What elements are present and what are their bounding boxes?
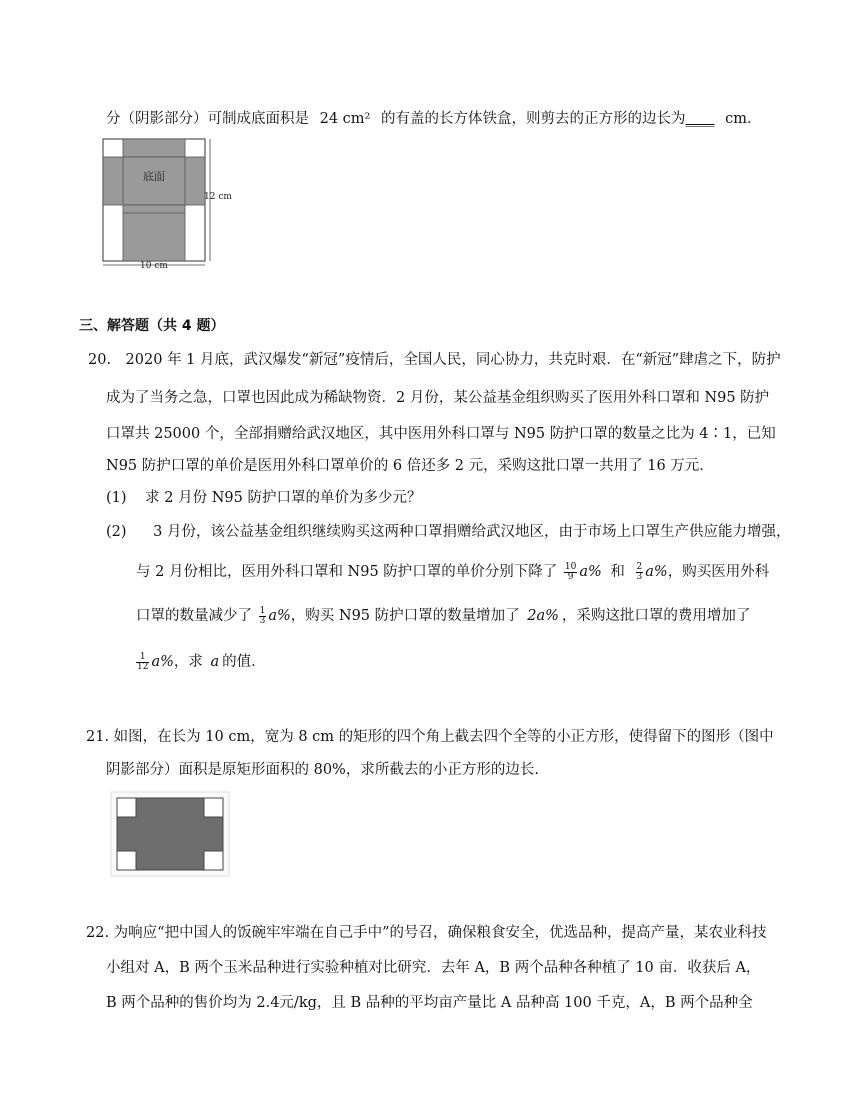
q20-sub2-line2 — [136, 562, 769, 582]
q19-area: 24 cm² — [319, 111, 371, 127]
q22-line1: 22. 为响应“把中国人的饭碗牢牢端在自己手中”的号召，确保粮食安全，优选品种，提高产量，某农业科技 — [86, 925, 767, 941]
q20-sub2-line2-a: 与 2 月份相比，医用外科口罩和 N95 防护口罩的单价分别下降了 — [136, 564, 558, 580]
var-a: a — [210, 654, 220, 670]
q20-sub2-line3-a: 口罩的数量减少了 — [136, 608, 252, 624]
q22-line2: 小组对 A，B 两个玉米品种进行实验种植对比研究．去年 A，B 两个品种各种植了 10 亩．收获后 A， — [106, 960, 761, 976]
figure-dim-width: 10 cm — [140, 261, 168, 270]
and-word: 和 — [610, 564, 625, 580]
pct3: a% — [268, 608, 291, 624]
q20-sub1 — [106, 488, 421, 508]
q20-line3: 口罩共 25000 个，全部捐赠给武汉地区，其中医用外科口罩与 N95 防护口罩的数量之比为 4∶1，已知 — [106, 426, 776, 442]
q21-line2: 阴影部分）面积是原矩形面积的 80%，求所截去的小正方形的边长. — [106, 762, 539, 778]
fraction-1-12: $\frac{1}{12}$ — [137, 651, 149, 672]
q20-sub2-line3 — [136, 606, 750, 626]
q21-line1: 21. 如图，在长为 10 cm，宽为 8 cm 的矩形的四个角上截去四个全等的小正方形，使得留下的图形（图中 — [86, 729, 774, 745]
q19-text-a: 分（阴影部分）可制成底面积是 — [106, 111, 309, 127]
fraction-2-3: $\frac{2}{3}$ — [636, 561, 643, 582]
pct1: a% — [579, 564, 602, 580]
q20-sub2-line2-b: ，购买医用外科 — [667, 564, 770, 580]
figure-dim-height: 12 cm — [204, 192, 232, 202]
q20-sub1-text: 求 2 月份 N95 防护口罩的单价为多少元？ — [145, 490, 422, 506]
q20-sub2-line3-b: ，购买 N95 防护口罩的数量增加了 — [290, 608, 520, 624]
box-net-figure — [100, 135, 240, 270]
q20-line1: 20. 2020 年 1 月底，武汉爆发“新冠”疫情后，全国人民，同心协力，共克时艰．在“新冠”肆虐之下，防护 — [88, 352, 781, 368]
q20-sub1-num: (1) — [106, 490, 127, 506]
fraction-10-9: $\frac{10}{9}$ — [564, 561, 577, 582]
rectangle-cutout-figure — [110, 791, 230, 877]
q20-sub2-line4-c: 的值． — [222, 654, 266, 670]
q22-line3: B 两个品种的售价均为 2.4元/kg，且 B 品种的平均亩产量比 A 品种高 100 千克，A，B 两个品种全 — [106, 995, 753, 1011]
pct5: a% — [151, 654, 174, 670]
q19-blank: ____ — [685, 111, 715, 127]
q20-sub2-line4-b: ，求 — [173, 654, 203, 670]
q20-line2: 成为了当务之急，口罩也因此成为稀缺物资．2 月份，某公益基金组织购买了医用外科口罩和 N95 防护 — [106, 390, 770, 406]
q20-sub2-num: (2) — [106, 524, 127, 540]
section-title: 三、解答题（共 4 题） — [79, 318, 225, 334]
q19-text-b: 的有盖的长方体铁盒，则剪去的正方形的边长为 — [380, 111, 686, 127]
fraction-1-3: $\frac{1}{3}$ — [259, 605, 266, 626]
q19-unit: cm． — [725, 111, 762, 127]
q20-line4: N95 防护口罩的单价是医用外科口罩单价的 6 倍还多 2 元，采购这批口罩一共用了 16 万元． — [106, 458, 714, 474]
q19-line1 — [106, 109, 761, 129]
q20-sub2-line4 — [134, 652, 266, 672]
q20-sub2-line3-c: ，采购这批口罩的费用增加了 — [561, 608, 751, 624]
pct4: 2a% — [527, 608, 559, 624]
q20-sub2-line1 — [106, 522, 791, 542]
figure-label-bottom: 底面 — [143, 170, 165, 183]
q20-sub2-line1-text: 3 月份，该公益基金组织继续购买这两种口罩捐赠给武汉地区，由于市场上口罩生产供应能力增强， — [153, 524, 791, 540]
pct2: a% — [645, 564, 668, 580]
